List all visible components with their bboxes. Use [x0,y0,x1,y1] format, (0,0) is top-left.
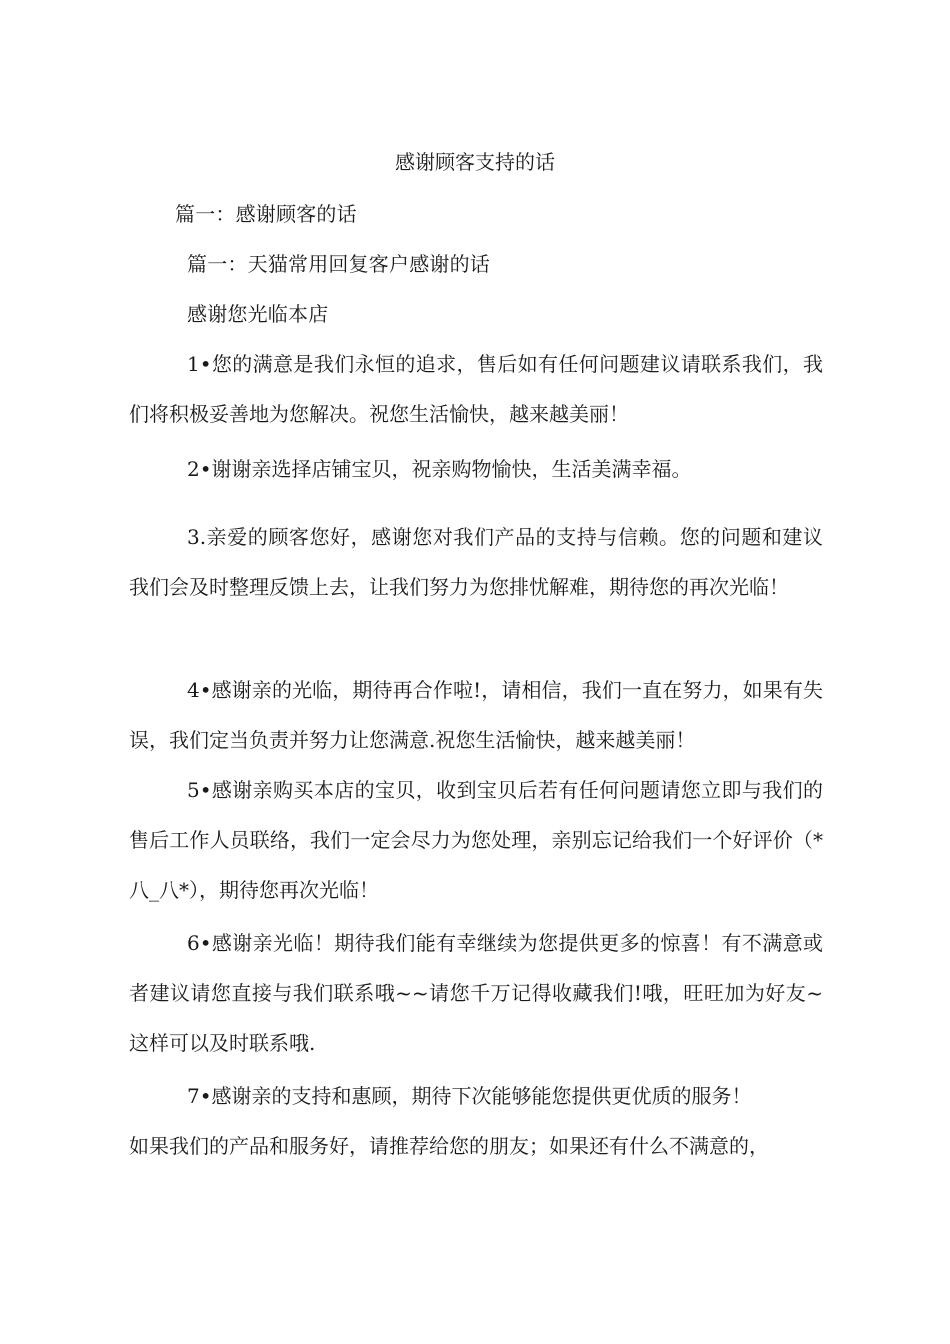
paragraph-6 [129,918,823,1068]
heading-section-1: 篇一：感谢顾客的话 [175,202,357,226]
paragraph-3-text: 3.亲爱的顾客您好，感谢您对我们产品的支持与信赖。您的问题和建议我们会及时整理反馈上去，让我们努力为您排忧解难，期待您的再次光临！ [129,525,823,599]
paragraph-3 [129,512,823,612]
heading-subsection-1: 篇一：天猫常用回复客户感谢的话 [187,252,490,276]
paragraph-6-text: 6•感谢亲光临！期待我们能有幸继续为您提供更多的惊喜！有不满意或者建议请您直接与我们联系哦~~请您千万记得收藏我们!哦，旺旺加为好友~这样可以及时联系哦. [129,931,823,1055]
paragraph-4-text: 4•感谢亲的光临，期待再合作啦!，请相信，我们一直在努力，如果有失误，我们定当负责并努力让您满意.祝您生活愉快，越来越美丽！ [129,678,823,752]
paragraph-2-text: 2•谢谢亲选择店铺宝贝，祝亲购物愉快，生活美满幸福。 [187,457,692,481]
paragraph-1-text: 1•您的满意是我们永恒的追求，售后如有任何问题建议请联系我们，我们将积极妥善地为您解决。祝您生活愉快，越来越美丽！ [129,352,823,426]
paragraph-7-text: 7•感谢亲的支持和惠顾，期待下次能够能您提供更优质的服务！ [187,1084,752,1108]
document-title: 感谢顾客支持的话 [395,150,555,174]
paragraph-5 [129,765,823,915]
paragraph-4 [129,665,823,765]
paragraph-2 [129,444,823,494]
paragraph-5-text: 5•感谢亲购买本店的宝贝，收到宝贝后若有任何问题请您立即与我们的售后工作人员联络，我们一定会尽力为您处理，亲别忘记给我们一个好评价（*八_八*），期待您再次光临！ [129,778,823,902]
paragraph-8-text: 如果我们的产品和服务好，请推荐给您的朋友；如果还有什么不满意的， [129,1134,769,1158]
paragraph-1 [129,339,823,439]
paragraph-8 [129,1121,823,1171]
intro-line: 感谢您光临本店 [187,302,329,326]
paragraph-7 [129,1071,823,1121]
